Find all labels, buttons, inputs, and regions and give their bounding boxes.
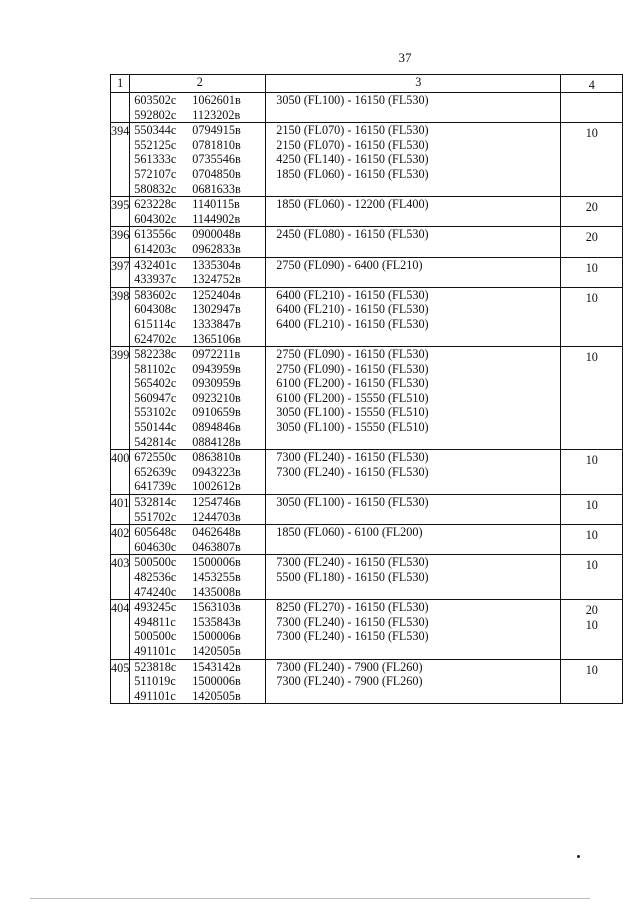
coordinate-pair: [134, 197, 265, 212]
latitude: 433937c: [134, 272, 177, 287]
column-header-3: 3: [266, 75, 561, 93]
latitude: 550144c: [134, 420, 177, 435]
longitude: 1563103в: [192, 600, 241, 615]
longitude: 1420505в: [192, 688, 241, 703]
longitude: 0863810в: [192, 450, 241, 465]
coordinate-pair: [134, 391, 265, 406]
longitude: 0900048в: [192, 227, 241, 242]
longitude: 0894846в: [192, 420, 241, 435]
coordinate-pair: [134, 644, 265, 659]
table-row: [111, 600, 623, 659]
latitude: 561333c: [134, 152, 177, 167]
coordinate-pair: [134, 123, 265, 138]
latitude: 614203c: [134, 241, 177, 256]
flight-levels-cell: [266, 257, 561, 287]
coordinate-pair: [134, 660, 265, 675]
coordinates-cell: [130, 197, 266, 227]
latitude: 432401c: [134, 257, 177, 272]
latitude: 560947c: [134, 390, 177, 405]
longitude: 1324752в: [192, 272, 241, 287]
coordinates-cell: [130, 93, 266, 123]
latitude: 581102c: [134, 361, 176, 376]
row-number: 403: [111, 555, 130, 600]
coordinate-pair: [134, 138, 265, 153]
longitude: 1420505в: [192, 643, 241, 658]
flight-levels-cell: [266, 347, 561, 450]
coordinates-cell: [130, 123, 266, 197]
longitude: 1302947в: [192, 302, 241, 317]
longitude: 0704850в: [192, 166, 241, 181]
table-row: [111, 93, 623, 123]
flight-levels-cell: [266, 123, 561, 197]
latitude: 542814c: [134, 434, 177, 449]
flight-level-range: 7300 (FL240) - 16150 (FL530): [276, 464, 429, 479]
latitude: 641739c: [134, 479, 177, 494]
longitude: 0910659в: [192, 405, 241, 420]
flight-level-range: 7300 (FL240) - 16150 (FL530): [276, 450, 429, 465]
latitude: 580832c: [134, 181, 177, 196]
row-number: 398: [111, 287, 130, 346]
coordinate-pair: [134, 405, 265, 420]
longitude: 1062601в: [192, 93, 241, 107]
coordinates-cell: [130, 257, 266, 287]
flight-levels-cell: [266, 525, 561, 555]
longitude: 0781810в: [192, 137, 241, 152]
longitude: 0794915в: [192, 123, 241, 138]
coordinates-cell: [130, 659, 266, 704]
longitude: 1500006в: [192, 555, 241, 570]
longitude: 1335304в: [192, 257, 241, 272]
longitude: 1244703в: [192, 509, 241, 524]
coordinate-pair: [134, 510, 265, 525]
value-cell: 10: [561, 257, 623, 287]
coordinates-cell: [130, 347, 266, 450]
coordinate-pair: [134, 272, 265, 287]
latitude: 604630c: [134, 539, 177, 554]
latitude: 652639c: [134, 464, 177, 479]
longitude: 1365106в: [192, 331, 241, 346]
value-cell: 10: [561, 347, 623, 450]
latitude: 500500c: [134, 629, 177, 644]
latitude: 494811c: [134, 614, 176, 629]
latitude: 550344c: [134, 123, 177, 138]
coordinates-cell: [130, 450, 266, 495]
table-row: [111, 123, 623, 197]
flight-levels-cell: [266, 555, 561, 600]
row-number: 400: [111, 450, 130, 495]
flight-level-range: 7300 (FL240) - 16150 (FL530): [276, 629, 429, 644]
latitude: 552125c: [134, 137, 177, 152]
latitude: 572107c: [134, 166, 177, 181]
latitude: 565402c: [134, 376, 177, 391]
flight-level-range: 8250 (FL270) - 16150 (FL530): [276, 600, 429, 615]
coordinate-pair: [134, 362, 265, 377]
flight-level-range: 6100 (FL200) - 16150 (FL530): [276, 376, 429, 391]
coordinates-cell: [130, 600, 266, 659]
flight-level-range: 1850 (FL060) - 16150 (FL530): [276, 166, 429, 181]
longitude: 0681633в: [192, 181, 241, 196]
coordinates-cell: [130, 555, 266, 600]
longitude: 0462648в: [192, 525, 241, 540]
value-cell: 10: [561, 495, 623, 525]
flight-level-range: 2150 (FL070) - 16150 (FL530): [276, 123, 429, 138]
coordinate-pair: [134, 689, 265, 704]
coordinate-pair: [134, 212, 265, 227]
table-row: [111, 525, 623, 555]
longitude: 1144902в: [192, 211, 241, 226]
flight-level-range: 2750 (FL090) - 16150 (FL530): [276, 347, 429, 362]
latitude: 583602c: [134, 287, 177, 302]
coordinate-pair: [134, 570, 265, 585]
latitude: 672550c: [134, 450, 177, 465]
coordinate-pair: [134, 152, 265, 167]
column-header-4: 4: [561, 75, 623, 93]
flight-level-range: 5500 (FL180) - 16150 (FL530): [276, 570, 429, 584]
coordinates-cell: [130, 495, 266, 525]
coordinate-pair: [134, 93, 265, 108]
longitude: 1453255в: [192, 570, 241, 584]
latitude: 500500c: [134, 555, 177, 570]
flight-levels-cell: [266, 287, 561, 346]
flight-level-range: 2450 (FL080) - 16150 (FL530): [276, 227, 429, 242]
table-row: [111, 450, 623, 495]
latitude: 604302c: [134, 211, 177, 226]
airspace-table: [110, 74, 623, 704]
airspace-table-container: [110, 74, 623, 704]
row-number: 395: [111, 197, 130, 227]
flight-level-range: 6400 (FL210) - 16150 (FL530): [276, 316, 429, 331]
coordinate-pair: [134, 108, 265, 123]
flight-level-range: 3050 (FL100) - 16150 (FL530): [276, 93, 429, 107]
coordinate-pair: [134, 420, 265, 435]
longitude: 0735546в: [192, 152, 241, 167]
latitude: 532814c: [134, 495, 177, 510]
coordinate-pair: [134, 167, 265, 182]
table-body: [111, 93, 623, 704]
flight-level-range: 4250 (FL140) - 16150 (FL530): [276, 152, 429, 167]
longitude: 1333847в: [192, 316, 241, 331]
coordinate-pair: [134, 465, 265, 480]
longitude: 0923210в: [192, 390, 241, 405]
longitude: 1435008в: [192, 584, 241, 599]
row-number: [111, 93, 130, 123]
value-cell: 10: [561, 450, 623, 495]
coordinate-pair: [134, 317, 265, 332]
value-cell: 10: [561, 123, 623, 197]
flight-level-range: 6400 (FL210) - 16150 (FL530): [276, 302, 429, 317]
longitude: 0943959в: [192, 361, 241, 376]
scan-dot: [577, 855, 580, 858]
coordinate-pair: [134, 495, 265, 510]
table-row: [111, 347, 623, 450]
flight-level-range: 2750 (FL090) - 16150 (FL530): [276, 361, 429, 376]
table-row: [111, 197, 623, 227]
longitude: 0884128в: [192, 434, 241, 449]
latitude: 553102c: [134, 405, 177, 420]
row-number: 405: [111, 659, 130, 704]
footer-rule: [30, 898, 590, 899]
longitude: 1123202в: [192, 107, 241, 122]
coordinate-pair: [134, 585, 265, 600]
coordinate-pair: [134, 450, 265, 465]
table-row: [111, 659, 623, 704]
coordinate-pair: [134, 332, 265, 347]
latitude: 603502c: [134, 93, 177, 107]
value-cell: 10: [561, 659, 623, 704]
flight-level-range: 7300 (FL240) - 7900 (FL260): [276, 659, 423, 674]
coordinate-pair: [134, 479, 265, 494]
coordinate-pair: [134, 302, 265, 317]
flight-levels-cell: [266, 227, 561, 257]
longitude: 0463807в: [192, 539, 241, 554]
longitude: 1254746в: [192, 495, 241, 510]
longitude: 1543142в: [192, 659, 241, 674]
coordinates-cell: [130, 287, 266, 346]
table-row: [111, 227, 623, 257]
flight-level-range: 1850 (FL060) - 6100 (FL200): [276, 525, 423, 540]
coordinate-pair: [134, 674, 265, 689]
coordinate-pair: [134, 242, 265, 257]
flight-levels-cell: [266, 600, 561, 659]
coordinate-pair: [134, 435, 265, 450]
flight-level-range: 7300 (FL240) - 16150 (FL530): [276, 614, 429, 629]
coordinate-pair: [134, 182, 265, 197]
row-number: 401: [111, 495, 130, 525]
latitude: 582238c: [134, 347, 177, 362]
latitude: 482536c: [134, 570, 177, 584]
flight-levels-cell: [266, 93, 561, 123]
flight-levels-cell: [266, 495, 561, 525]
row-number: 404: [111, 600, 130, 659]
latitude: 605648c: [134, 525, 177, 540]
flight-level-range: 2750 (FL090) - 6400 (FL210): [276, 257, 423, 272]
table-row: [111, 495, 623, 525]
page-number: 37: [398, 50, 412, 65]
latitude: 474240c: [134, 584, 177, 599]
longitude: 1535843в: [192, 614, 241, 629]
coordinate-pair: [134, 600, 265, 615]
flight-level-range: 7300 (FL240) - 7900 (FL260): [276, 674, 423, 689]
coordinates-cell: [130, 525, 266, 555]
value-cell: 20 10: [561, 600, 623, 659]
row-number: 399: [111, 347, 130, 450]
flight-levels-cell: [266, 659, 561, 704]
coordinate-pair: [134, 258, 265, 273]
flight-level-range: 3050 (FL100) - 15550 (FL510): [276, 405, 429, 420]
coordinate-pair: [134, 376, 265, 391]
flight-level-range: 1850 (FL060) - 12200 (FL400): [276, 197, 429, 212]
longitude: 0930959в: [192, 376, 241, 391]
coordinate-pair: [134, 629, 265, 644]
flight-level-range: 6400 (FL210) - 16150 (FL530): [276, 287, 429, 302]
latitude: 592802c: [134, 107, 177, 122]
latitude: 491101c: [134, 643, 176, 658]
longitude: 0943223в: [192, 464, 241, 479]
flight-levels-cell: [266, 197, 561, 227]
latitude: 624702c: [134, 331, 177, 346]
latitude: 511019c: [134, 674, 176, 689]
table-row: [111, 257, 623, 287]
longitude: 0972211в: [192, 347, 241, 362]
column-header-2: 2: [130, 75, 266, 93]
value-cell: [561, 93, 623, 123]
latitude: 615114c: [134, 316, 176, 331]
column-header-1: 1: [111, 75, 130, 93]
row-number: 402: [111, 525, 130, 555]
coordinate-pair: [134, 227, 265, 242]
coordinate-pair: [134, 525, 265, 540]
flight-level-range: 2150 (FL070) - 16150 (FL530): [276, 137, 429, 152]
latitude: 491101c: [134, 688, 176, 703]
value-cell: 20: [561, 197, 623, 227]
row-number: 397: [111, 257, 130, 287]
flight-level-range: 3050 (FL100) - 16150 (FL530): [276, 495, 429, 510]
flight-level-range: 6100 (FL200) - 15550 (FL510): [276, 390, 429, 405]
latitude: 604308c: [134, 302, 177, 317]
longitude: 1500006в: [192, 674, 241, 689]
coordinate-pair: [134, 288, 265, 303]
row-number: 396: [111, 227, 130, 257]
coordinate-pair: [134, 615, 265, 630]
value-cell: 10: [561, 555, 623, 600]
latitude: 523818c: [134, 659, 177, 674]
flight-level-range: 3050 (FL100) - 15550 (FL510): [276, 420, 429, 435]
longitude: 1252404в: [192, 287, 241, 302]
flight-levels-cell: [266, 450, 561, 495]
coordinate-pair: [134, 540, 265, 555]
latitude: 551702c: [134, 509, 177, 524]
table-row: [111, 555, 623, 600]
flight-level-range: 7300 (FL240) - 16150 (FL530): [276, 555, 429, 570]
value-cell: 10: [561, 287, 623, 346]
coordinates-cell: [130, 227, 266, 257]
table-header-row: [111, 75, 623, 93]
longitude: 1140115в: [192, 197, 240, 212]
longitude: 0962833в: [192, 241, 241, 256]
coordinate-pair: [134, 555, 265, 570]
latitude: 493245c: [134, 600, 177, 615]
longitude: 1500006в: [192, 629, 241, 644]
row-number: 394: [111, 123, 130, 197]
value-cell: 20: [561, 227, 623, 257]
value-cell: 10: [561, 525, 623, 555]
coordinate-pair: [134, 347, 265, 362]
longitude: 1002612в: [192, 479, 241, 494]
table-row: [111, 287, 623, 346]
latitude: 623228c: [134, 197, 177, 212]
latitude: 613556c: [134, 227, 177, 242]
